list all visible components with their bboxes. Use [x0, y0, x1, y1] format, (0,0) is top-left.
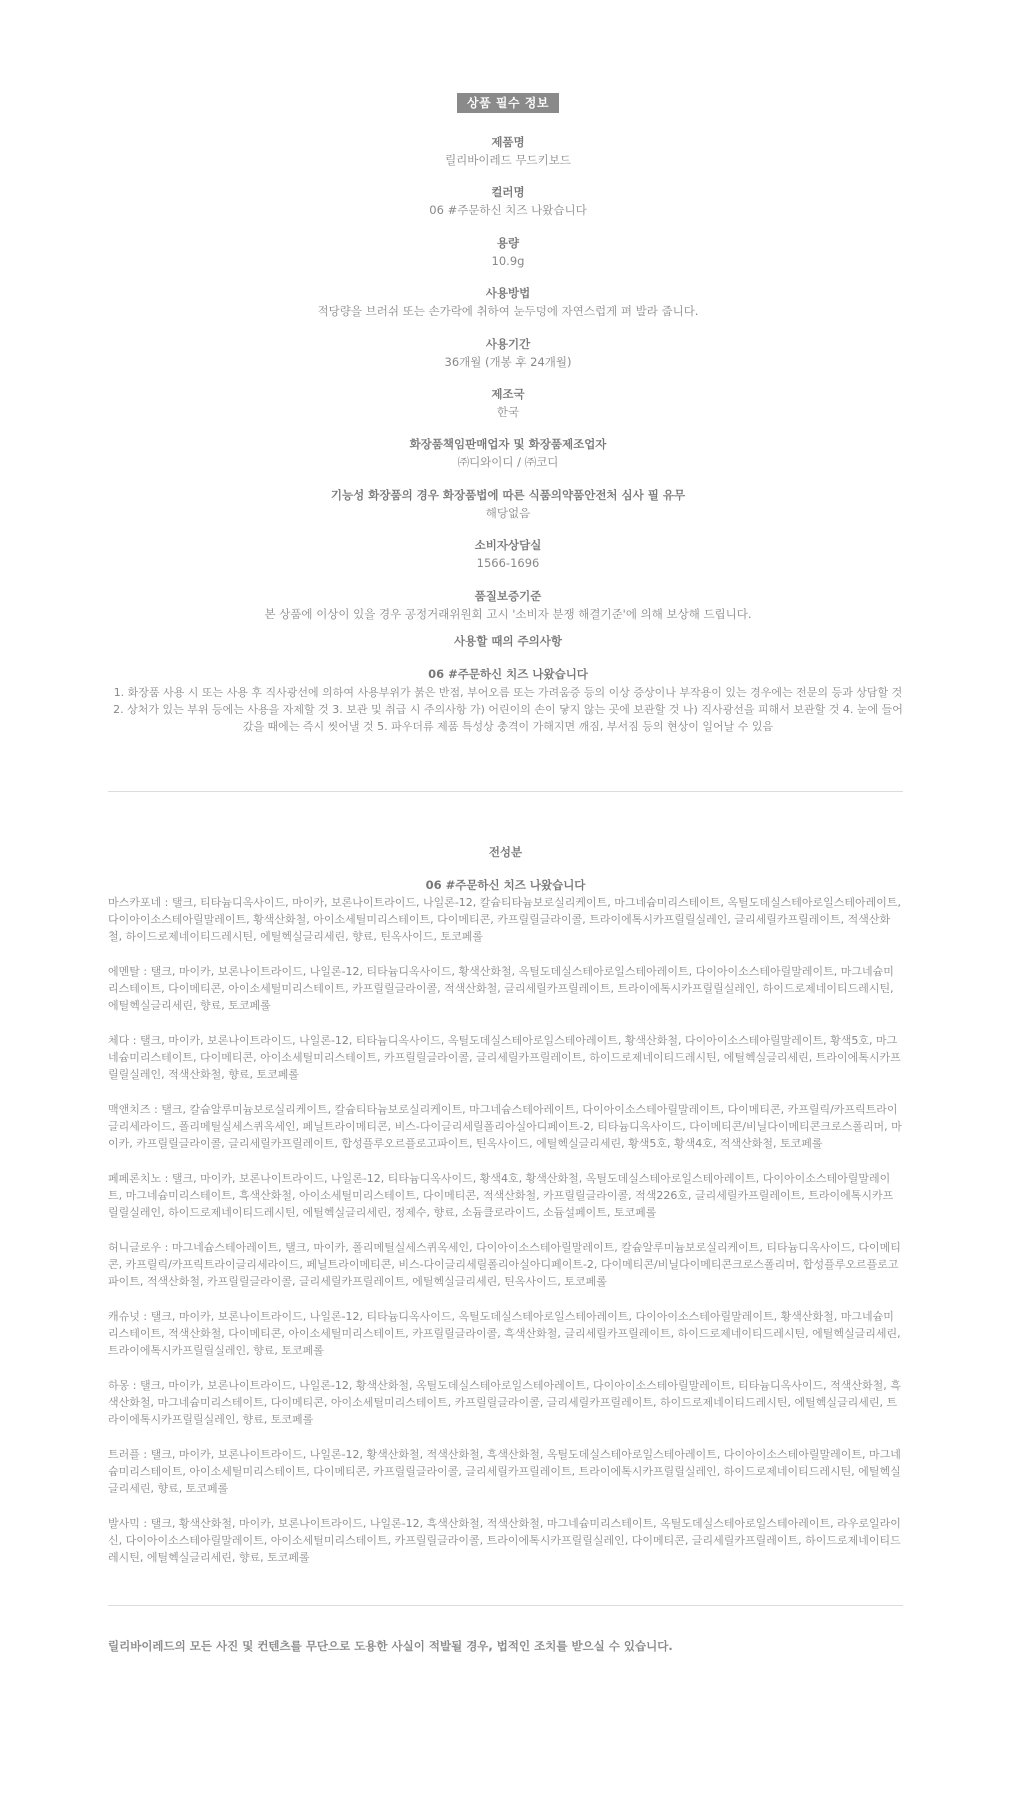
divider: [108, 791, 903, 792]
ingredients-product-name: 06 #주문하신 치즈 나왔습니다: [425, 878, 586, 892]
ingredients-section: [108, 844, 903, 1584]
divider: [108, 1605, 903, 1606]
ingredients-list: [108, 894, 903, 1566]
ingredient-block: 체다 : 탤크, 마이카, 보론나이트라이드, 나일론-12, 티타늄디옥사이드, 옥틸도데실스테아로일스테아레이트, 황색산화철, 다이아이소스테아릴말레이트, 황색5호, 마그네슘미리스테이트, 다이메티콘, 아이소세틸미리스테이트, 카프릴릴글라이콜, 글리세릴카프릴레이트, 하이드로제네이티드레시틴, 에틸헥실글리세린, 트라이에톡시카프릴릴실레인, 적색산화철, 향료, 토코페롤: [108, 1033, 901, 1082]
info-item: [0, 235, 1016, 285]
info-item: [0, 184, 1016, 234]
ingredient-block: 페페론치노 : 탤크, 마이카, 보론나이트라이드, 나일론-12, 티타늄디옥사이드, 황색4호, 황색산화철, 옥틸도데실스테아로일스테아레이트, 다이아이소스테아릴말레이트, 마그네슘미리스테이트, 흑색산화철, 아이소세틸미리스테이트, 다이메티콘, 적색산화철, 카프릴릴글라이콜, 적색226호, 글리세릴카프릴레이트, 트라이에톡시카프릴릴실레인, 하이드로제네이티드레시틴, 에틸헥실글리세린, 정제수, 향료, 소듐클로라이드, 소듐설페이트, 토코페롤: [108, 1171, 894, 1220]
ingredient-block: 트러플 : 탤크, 마이카, 보론나이트라이드, 나일론-12, 황색산화철, 적색산화철, 흑색산화철, 옥틸도데실스테아로일스테아레이트, 다이아이소스테아릴말레이트, 마그네슘미리스테이트, 아이소세틸미리스테이트, 다이메티콘, 카프릴릴글라이콜, 글리세릴카프릴레이트, 트라이에톡시카프릴릴실레인, 하이드로제네이티드레시틴, 에틸헥실글리세린, 향료, 토코페롤: [108, 1447, 901, 1496]
info-value: 한국: [496, 404, 520, 419]
info-label: 컬러명: [491, 185, 525, 200]
info-label: 제조국: [491, 386, 525, 401]
info-value: 10.9g: [491, 253, 525, 268]
ingredient-block: 하몽 : 탤크, 마이카, 보론나이트라이드, 나일론-12, 황색산화철, 옥틸도데실스테아로일스테아레이트, 다이아이소스테아릴말레이트, 티타늄디옥사이드, 적색산화철, 흑색산화철, 마그네슘미리스테이트, 다이메티콘, 아이소세틸미리스테이트, 카프릴릴글라이콜, 글리세릴카프릴레이트, 하이드로제네이티드레시틴, 에틸헥실글리세린, 트라이에톡시카프릴릴실레인, 향료, 토코페롤: [108, 1378, 901, 1427]
info-label: 소비자상담실: [474, 538, 542, 553]
info-value: 적당량을 브러쉬 또는 손가락에 취하여 눈두덩에 자연스럽게 펴 발라 줍니다.: [317, 304, 699, 319]
info-label: 제품명: [491, 135, 525, 149]
info-label: 품질보증기준: [474, 588, 542, 603]
section-badge: 상품 필수 정보: [457, 93, 559, 113]
ingredient-block: 마스카포네 : 탤크, 티타늄디옥사이드, 마이카, 보론나이트라이드, 나일론-12, 칼슘티타늄보로실리케이트, 마그네슘미리스테이트, 옥틸도데실스테아로일스테아레이트, 다이아이소스테아릴말레이트, 황색산화철, 아이소세틸미리스테이트, 다이메티콘, 카프릴릴글라이콜, 트라이에톡시카프릴릴실레인, 글리세릴카프릴레이트, 적색산화철, 하이드로제네이티드레시틴, 에틸헥실글리세린, 향료, 틴옥사이드, 토코페롤: [108, 896, 902, 944]
info-item: [0, 487, 1016, 537]
info-item: [0, 336, 1016, 386]
ingredients-title: 전성분: [488, 845, 523, 859]
caution-section: [0, 633, 1016, 735]
ingredient-block: 캐슈넛 : 탤크, 마이카, 보론나이트라이드, 나일론-12, 티타늄디옥사이드, 옥틸도데실스테아로일스테아레이트, 다이아이소스테아릴말레이트, 황색산화철, 마그네슘미리스테이트, 적색산화철, 다이메티콘, 아이소세틸미리스테이트, 카프릴릴글라이콜, 흑색산화철, 글리세릴카프릴레이트, 하이드로제네이티드레시틴, 에틸헥실글리세린, 트라이에톡시카프릴릴실레인, 향료, 토코페롤: [108, 1309, 901, 1358]
info-value: 1566-1696: [476, 556, 540, 571]
caution-title: 사용할 때의 주의사항: [454, 634, 562, 648]
info-item: [0, 386, 1016, 436]
ingredient-block: 발사믹 : 탤크, 황색산화철, 마이카, 보론나이트라이드, 나일론-12, 흑색산화철, 적색산화철, 마그네슘미리스테이트, 옥틸도데실스테아로일스테아레이트, 라우로일라이신, 다이아이소스테아릴말레이트, 아이소세틸미리스테이트, 카프릴릴글라이콜, 트라이에톡시카프릴릴실레인, 다이메티콘, 글리세릴카프릴레이트, 하이드로제네이티드레시틴, 에틸헥실글리세린, 향료, 토코페롤: [108, 1516, 901, 1565]
info-item: [0, 588, 1016, 638]
copyright-notice: 릴리바이레드의 모든 사진 및 컨텐츠를 무단으로 도용한 사실이 적발될 경우, 법적인 조치를 받으실 수 있습니다.: [108, 1639, 673, 1653]
caution-product-name: 06 #주문하신 치즈 나왔습니다: [428, 667, 588, 681]
info-label: 용량: [496, 235, 520, 250]
info-item: [0, 285, 1016, 335]
info-item: [0, 436, 1016, 486]
badge-wrap: [0, 92, 1016, 113]
info-value: 06 #주문하신 치즈 나왔습니다: [429, 203, 587, 218]
info-value: ㈜디와이디 / ㈜코디: [457, 455, 559, 470]
info-value: 36개월 (개봉 후 24개월): [444, 354, 572, 369]
info-label: 사용기간: [485, 336, 531, 351]
caution-body: 1. 화장품 사용 시 또는 사용 후 직사광선에 의하여 사용부위가 붉은 반점, 부어오름 또는 가려움증 등의 이상 증상이나 부작용이 있는 경우에는 전문의 등과 상담할 것 2. 상처가 있는 부위 등에는 사용을 자제할 것 3. 보관 및 취급 시 주의사항 가) 어린이의 손이 닿지 않는 곳에 보관할 것 나) 직사광선을 피해서 보관할 것 4. 눈에 들어갔을 때에는 즉시 씻어낼 것 5. 파우더류 제품 특성상 충격이 가해지면 깨짐, 부서짐 등의 현상이 일어날 수 있음: [113, 686, 903, 733]
info-item: [0, 537, 1016, 587]
info-label: 사용방법: [485, 286, 531, 301]
info-label: 기능성 화장품의 경우 화장품법에 따른 식품의약품안전처 심사 필 유무: [330, 487, 686, 502]
product-info-list: [0, 134, 1016, 638]
info-value: 릴리바이레드 무드키보드: [445, 153, 571, 167]
ingredient-block: 허니글로우 : 마그네슘스테아레이트, 탤크, 마이카, 폴리메틸실세스퀴옥세인, 다이아이소스테아릴말레이트, 칼슘알루미늄보로실리케이트, 티타늄디옥사이드, 다이메티콘, 카프릴릭/카프릭트라이글리세라이드, 페닐트라이메티콘, 비스-다이글리세릴폴리아실아디페이트-2, 다이메티콘/비닐다이메티콘크로스폴리머, 합성플루오르플로고파이트, 적색산화철, 카프릴릴글라이콜, 글리세릴카프릴레이트, 에틸헥실글리세린, 틴옥사이드, 토코페롤: [108, 1240, 901, 1289]
ingredient-block: 에멘탈 : 탤크, 마이카, 보론나이트라이드, 나일론-12, 티타늄디옥사이드, 황색산화철, 옥틸도데실스테아로일스테아레이트, 다이아이소스테아릴말레이트, 마그네슘미리스테이트, 다이메티콘, 아이소세틸미리스테이트, 카프릴릴글라이콜, 적색산화철, 글리세릴카프릴레이트, 트라이에톡시카프릴릴실레인, 하이드로제네이티드레시틴, 에틸헥실글리세린, 향료, 토코페롤: [108, 964, 894, 1013]
info-value: 해당없음: [485, 505, 531, 520]
ingredient-block: 맥앤치즈 : 탤크, 칼슘알루미늄보로실리케이트, 칼슘티타늄보로실리케이트, 마그네슘스테아레이트, 다이아이소스테아릴말레이트, 다이메티콘, 카프릴릭/카프릭트라이글리세라이드, 폴리메틸실세스퀴옥세인, 페닐트라이메티콘, 비스-다이글리세릴폴리아실아디페이트-2, 티타늄디옥사이드, 다이메티콘/비닐다이메티콘크로스폴리머, 마이카, 카프릴릴글라이콜, 글리세릴카프릴레이트, 합성플루오르플로고파이트, 틴옥사이드, 에틸헥실글리세린, 황색5호, 황색4호, 적색산화철, 토코페롤: [108, 1102, 902, 1151]
info-label: 화장품책임판매업자 및 화장품제조업자: [409, 437, 607, 452]
info-item: [0, 134, 1016, 184]
info-value: 본 상품에 이상이 있을 경우 공정거래위원회 고시 '소비자 분쟁 해결기준'에 의해 보상해 드립니다.: [264, 606, 752, 621]
